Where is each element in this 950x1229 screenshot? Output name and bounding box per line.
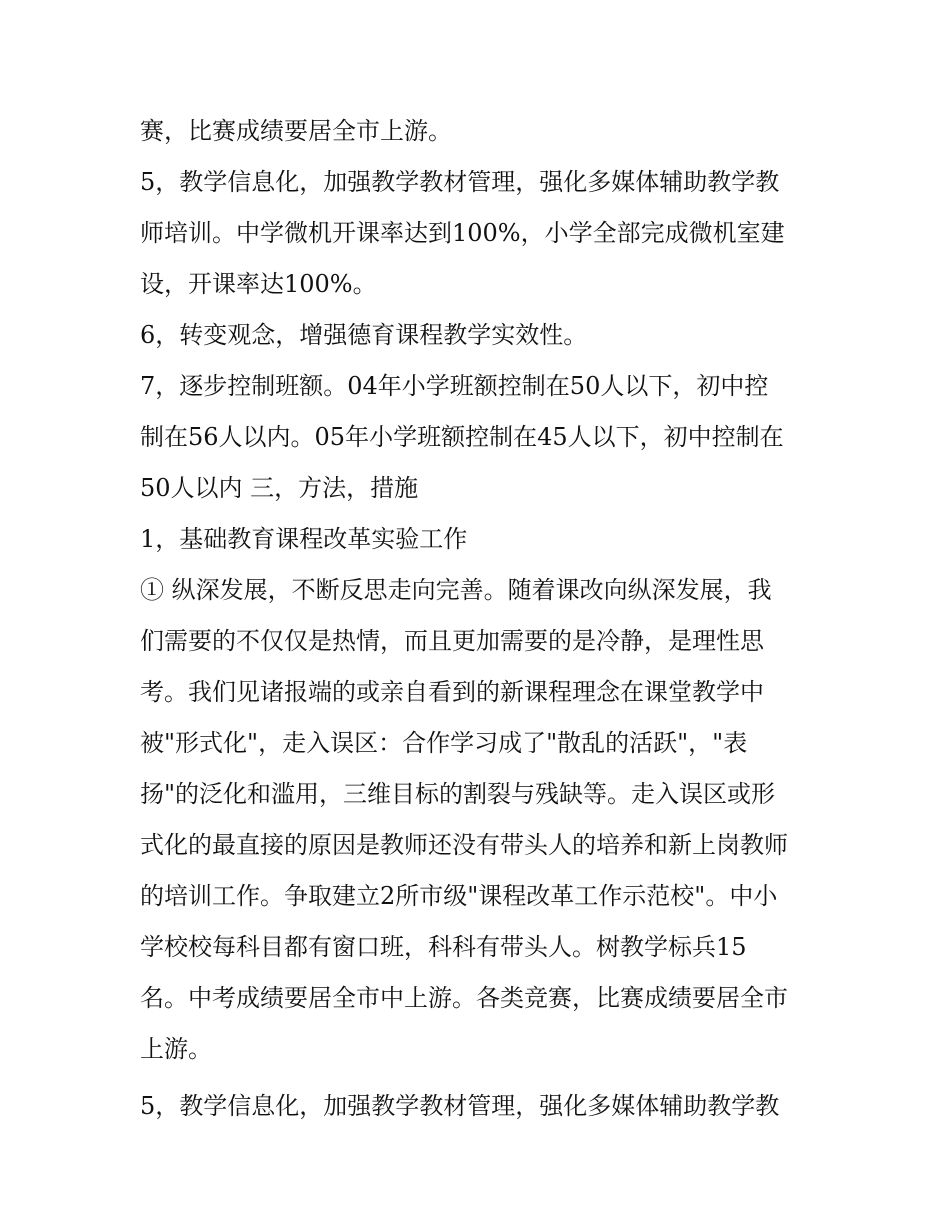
text-line: 设，开课率达100%。	[140, 270, 377, 298]
text-line: 师培训。中学微机开课率达到100%，小学全部完成微机室建	[140, 219, 785, 247]
text-line: 的培训工作。争取建立2所市级"课程改革工作示范校"。中小	[140, 882, 778, 910]
text-line: 名。中考成绩要居全市中上游。各类竞赛，比赛成绩要居全市	[140, 984, 788, 1012]
text-line: ① 纵深发展，不断反思走向完善。随着课改向纵深发展，我	[140, 576, 772, 604]
document-body	[140, 106, 820, 1132]
text-line: 被"形式化"，走入误区：合作学习成了"散乱的活跃"，"表	[140, 729, 748, 757]
text-line: 6，转变观念，增强德育课程教学实效性。	[140, 321, 588, 349]
text-line: 扬"的泛化和滥用，三维目标的割裂与残缺等。走入误区或形	[140, 780, 776, 808]
text-line: 7，逐步控制班额。04年小学班额控制在50人以下，初中控	[140, 372, 769, 400]
text-line: 学校校每科目都有窗口班，科科有带头人。树教学标兵15	[140, 933, 747, 961]
text-line: 5，教学信息化，加强教学教材管理，强化多媒体辅助教学教	[140, 1092, 780, 1120]
text-line: 赛，比赛成绩要居全市上游。	[140, 117, 452, 145]
text-line: 上游。	[140, 1035, 212, 1063]
text-line: 制在56人以内。05年小学班额控制在45人以下，初中控制在	[140, 423, 784, 451]
text-line: 们需要的不仅仅是热情，而且更加需要的是冷静，是理性思	[140, 627, 764, 655]
text-line: 50人以内 三，方法，措施	[140, 474, 419, 502]
text-line: 考。我们见诸报端的或亲自看到的新课程理念在课堂教学中	[140, 678, 764, 706]
text-line: 1，基础教育课程改革实验工作	[140, 525, 468, 553]
text-line: 5，教学信息化，加强教学教材管理，强化多媒体辅助教学教	[140, 168, 780, 196]
text-line: 式化的最直接的原因是教师还没有带头人的培养和新上岗教师	[140, 831, 788, 859]
